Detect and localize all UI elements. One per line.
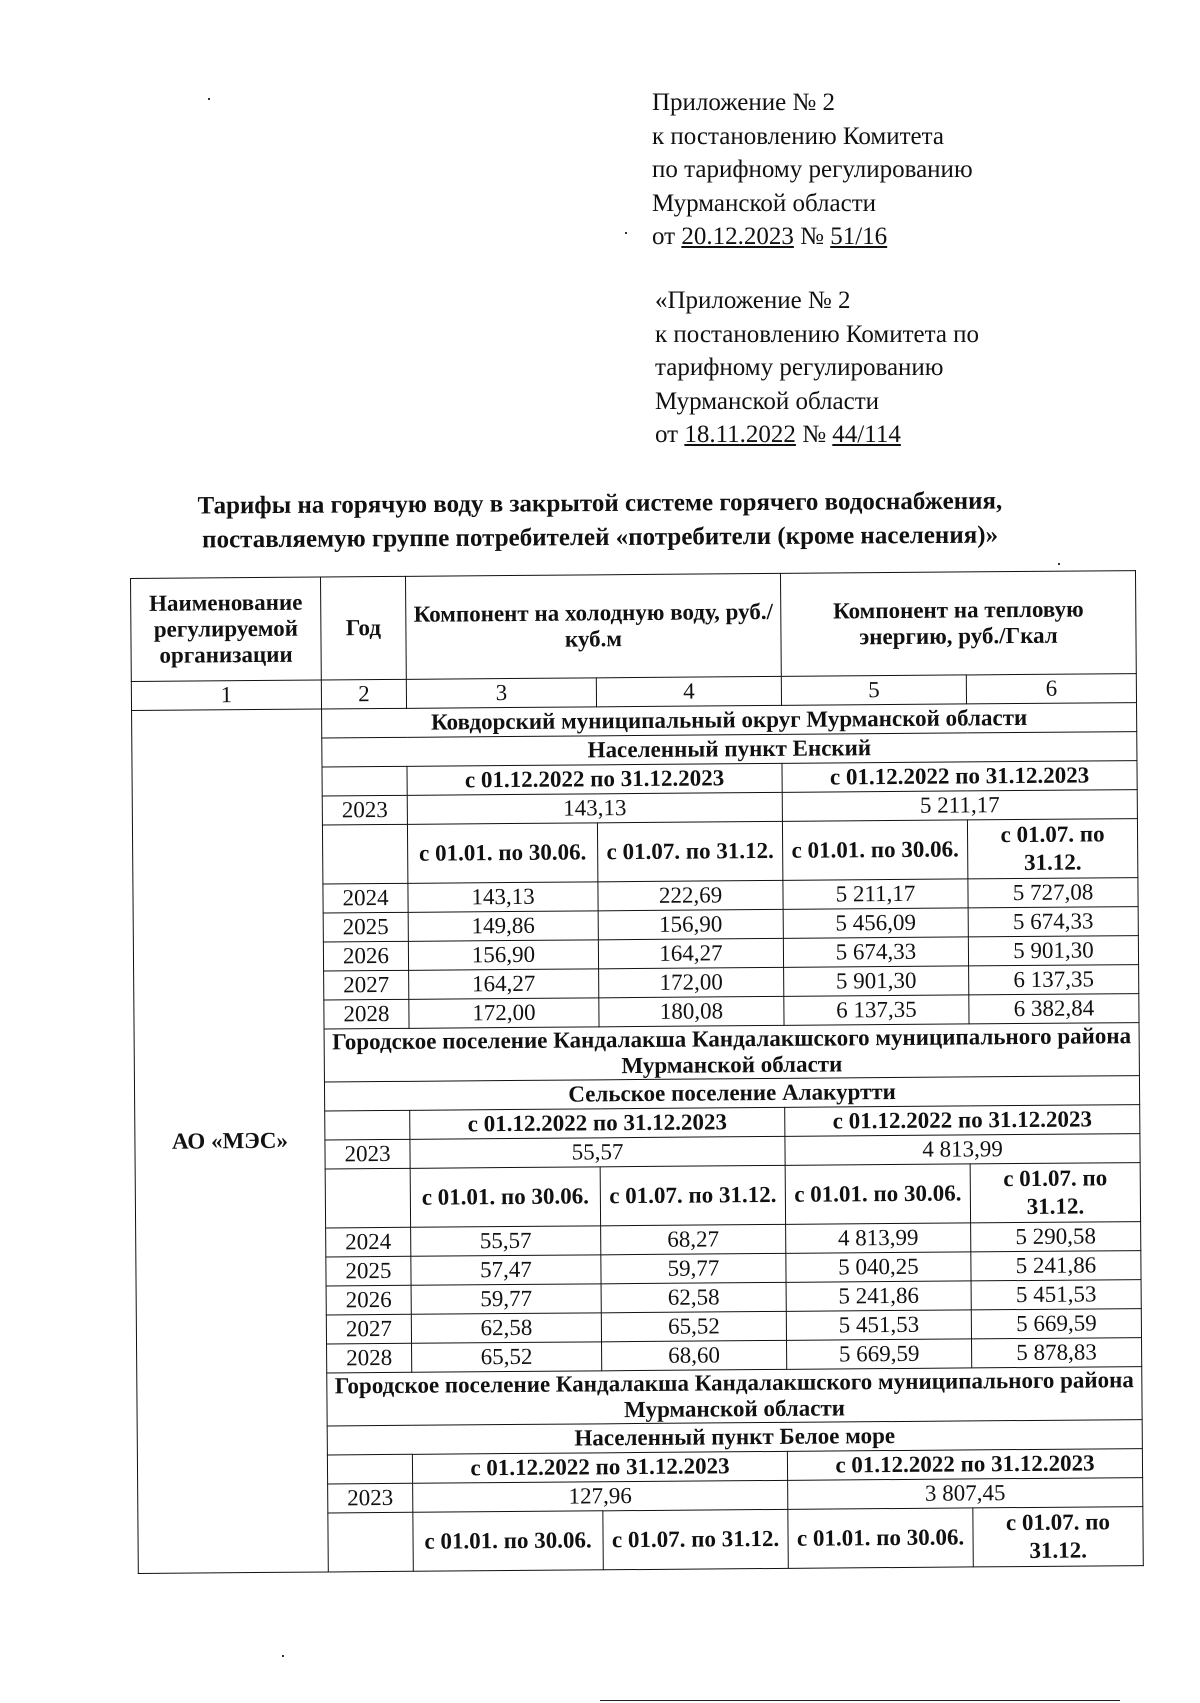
appendix-current-block [652,86,973,254]
cold-half1-value: 62,58 [411,1313,601,1343]
district-name: Городское поселение Кандалакша Кандалакшского муниципального района Мурманской области [327,1367,1142,1426]
cold-half2-header: с 01.07. по 31.12. [597,821,782,881]
cold-half1-value: 143,13 [408,882,598,912]
heat-half2-header: с 01.07. по 31.12. [973,1507,1143,1567]
cold-half1-value: 156,90 [408,940,598,970]
heat-value-2023: 3 807,45 [788,1478,1143,1510]
col-number-1: 1 [131,680,321,710]
appendix-previous-line-4: Мурманской области [655,387,880,415]
cold-half1-value: 57,47 [411,1255,601,1285]
empty-cell [328,1512,413,1572]
heat-half1-value: 5 674,33 [783,937,968,967]
document-title [120,484,1080,558]
year-cell: 2024 [326,1227,411,1257]
resolution-date: 20.12.2023 [681,223,794,250]
number-prefix: № [793,223,831,250]
header-cold-water: Компонент на холодную воду, руб./куб.м [405,573,781,679]
cold-half1-value: 164,27 [409,969,599,999]
title-line-1: Тарифы на горячую воду в закрытой системе горячего водоснабжения, [197,487,1003,520]
resolution-number: 51/16 [830,223,888,250]
period-cold: с 01.12.2022 по 31.12.2023 [410,1107,785,1139]
heat-half1-value: 5 451,53 [786,1310,971,1340]
col-number-5: 5 [781,675,966,705]
cold-half1-value: 65,52 [412,1342,602,1372]
heat-half2-value: 5 901,30 [968,936,1138,966]
heat-half2-value: 5 669,59 [971,1309,1141,1339]
cold-half2-header: с 01.07. по 31.12. [603,1509,788,1569]
year-cell: 2027 [326,1314,411,1344]
cold-value-2023: 143,13 [407,792,782,824]
cold-half2-value: 222,69 [598,880,783,910]
cold-half1-value: 55,57 [411,1226,601,1256]
heat-half2-value: 6 382,84 [969,994,1139,1024]
cold-half2-header: с 01.07. по 31.12. [600,1165,785,1225]
appendix-previous-line-2: к постановлению Комитета по [655,320,980,348]
heat-half1-value: 5 901,30 [784,966,969,996]
heat-half2-value: 5 290,58 [971,1222,1141,1252]
period-cold: с 01.12.2022 по 31.12.2023 [412,1451,787,1483]
heat-half2-value: 5 451,53 [971,1280,1141,1310]
year-cell: 2028 [327,1343,412,1373]
appendix-previous-line-3: тарифному регулированию [655,354,944,381]
heat-value-2023: 4 813,99 [785,1134,1140,1166]
heat-half1-value: 6 137,35 [784,995,969,1025]
cold-value-2023: 127,96 [413,1480,788,1512]
cold-half2-value: 164,27 [598,938,783,968]
resolution-number: 44/114 [832,421,901,448]
heat-value-2023: 5 211,17 [782,790,1137,822]
heat-half2-header: с 01.07. по 31.12. [967,819,1137,879]
cold-half2-value: 156,90 [598,909,783,939]
heat-half1-value: 5 241,86 [786,1281,971,1311]
col-number-2: 2 [321,679,406,709]
year-cell: 2023 [322,795,407,825]
heat-half1-value: 4 813,99 [786,1223,971,1253]
year-cell: 2026 [326,1285,411,1315]
appendix-current-line-2: к постановлению Комитета [652,122,944,150]
appendix-current-date-line [652,220,973,254]
district-name: Городское поселение Кандалакша Кандалакшского муниципального района Мурманской области [324,1023,1139,1082]
empty-cell [325,1110,410,1140]
cold-half1-header: с 01.01. по 30.06. [407,823,597,883]
heat-half2-value: 5 674,33 [968,907,1138,937]
empty-cell [327,1454,412,1484]
cold-half1-value: 59,77 [411,1284,601,1314]
appendix-previous-block [655,284,979,452]
heat-half1-header: с 01.01. по 30.06. [782,820,967,880]
year-cell: 2023 [325,1139,410,1169]
title-line-2: поставляемую группе потребителей «потребители (кроме населения)» [202,521,999,554]
period-heat: с 01.12.2022 по 31.12.2023 [782,761,1137,793]
heat-half2-value: 5 878,83 [972,1338,1142,1368]
cold-value-2023: 55,57 [410,1136,785,1168]
appendix-current-line-3: по тарифному регулированию [652,156,973,183]
settlement-name: Сельское поселение Алакуртти [324,1076,1139,1111]
year-cell: 2026 [323,941,408,971]
date-prefix: от [655,421,685,448]
appendix-previous-line-1: «Приложение № 2 [655,287,851,314]
scan-speck [625,232,627,234]
cold-half1-header: с 01.01. по 30.06. [413,1511,603,1571]
cold-half1-header: с 01.01. по 30.06. [410,1167,600,1227]
heat-half2-header: с 01.07. по 31.12. [970,1163,1140,1223]
heat-half2-value: 5 727,08 [968,878,1138,908]
scan-speck [282,1655,284,1657]
tariff-table [130,570,1144,1574]
year-cell: 2027 [324,970,409,1000]
heat-half1-value: 5 040,25 [786,1252,971,1282]
table-header-row [131,571,1137,682]
resolution-date: 18.11.2022 [684,421,796,448]
heat-half2-value: 6 137,35 [969,965,1139,995]
year-cell: 2025 [323,912,408,942]
appendix-previous-date-line [655,418,979,452]
header-org: Наименование регулируемой организации [131,577,322,681]
header-heat-energy: Компонент на тепловую энергию, руб./Гкал [780,571,1136,677]
scan-speck [1058,563,1060,565]
appendix-current-line-4: Мурманской области [652,189,877,217]
settlement-name: Населенный пункт Белое море [327,1420,1142,1455]
cold-half2-value: 172,00 [599,967,784,997]
district-name: Ковдорский муниципальный округ Мурманской области [322,703,1137,738]
period-heat: с 01.12.2022 по 31.12.2023 [785,1105,1140,1137]
scan-speck [208,98,210,100]
heat-half1-header: с 01.01. по 30.06. [788,1508,973,1568]
heat-half1-header: с 01.01. по 30.06. [785,1164,970,1224]
date-prefix: от [652,223,682,250]
number-prefix: № [795,421,833,448]
org-name: АО «МЭС» [132,709,329,1573]
header-year: Год [320,576,406,680]
empty-cell [322,824,407,884]
cold-half2-value: 180,08 [599,996,784,1026]
cold-half2-value: 62,58 [601,1282,786,1312]
empty-cell [322,766,407,796]
heat-half2-value: 5 241,86 [971,1251,1141,1281]
year-cell: 2023 [328,1483,413,1513]
cold-half2-value: 68,27 [601,1224,786,1254]
period-heat: с 01.12.2022 по 31.12.2023 [787,1449,1142,1481]
appendix-current-line-1: Приложение № 2 [652,89,836,116]
cold-half2-value: 65,52 [601,1311,786,1341]
period-cold: с 01.12.2022 по 31.12.2023 [407,763,782,795]
bottom-edge-line [600,1700,1120,1701]
col-number-4: 4 [596,676,781,706]
heat-half1-value: 5 669,59 [787,1339,972,1369]
year-cell: 2025 [326,1256,411,1286]
year-cell: 2028 [324,999,409,1029]
settlement-name: Населенный пункт Енский [322,732,1137,767]
cold-half1-value: 149,86 [408,911,598,941]
cold-half1-value: 172,00 [409,998,599,1028]
heat-half1-value: 5 211,17 [783,879,968,909]
cold-half2-value: 59,77 [601,1253,786,1283]
cold-half2-value: 68,60 [602,1340,787,1370]
heat-half1-value: 5 456,09 [783,908,968,938]
year-cell: 2024 [323,883,408,913]
col-number-6: 6 [966,674,1136,704]
col-number-3: 3 [406,678,596,708]
empty-cell [325,1168,410,1228]
